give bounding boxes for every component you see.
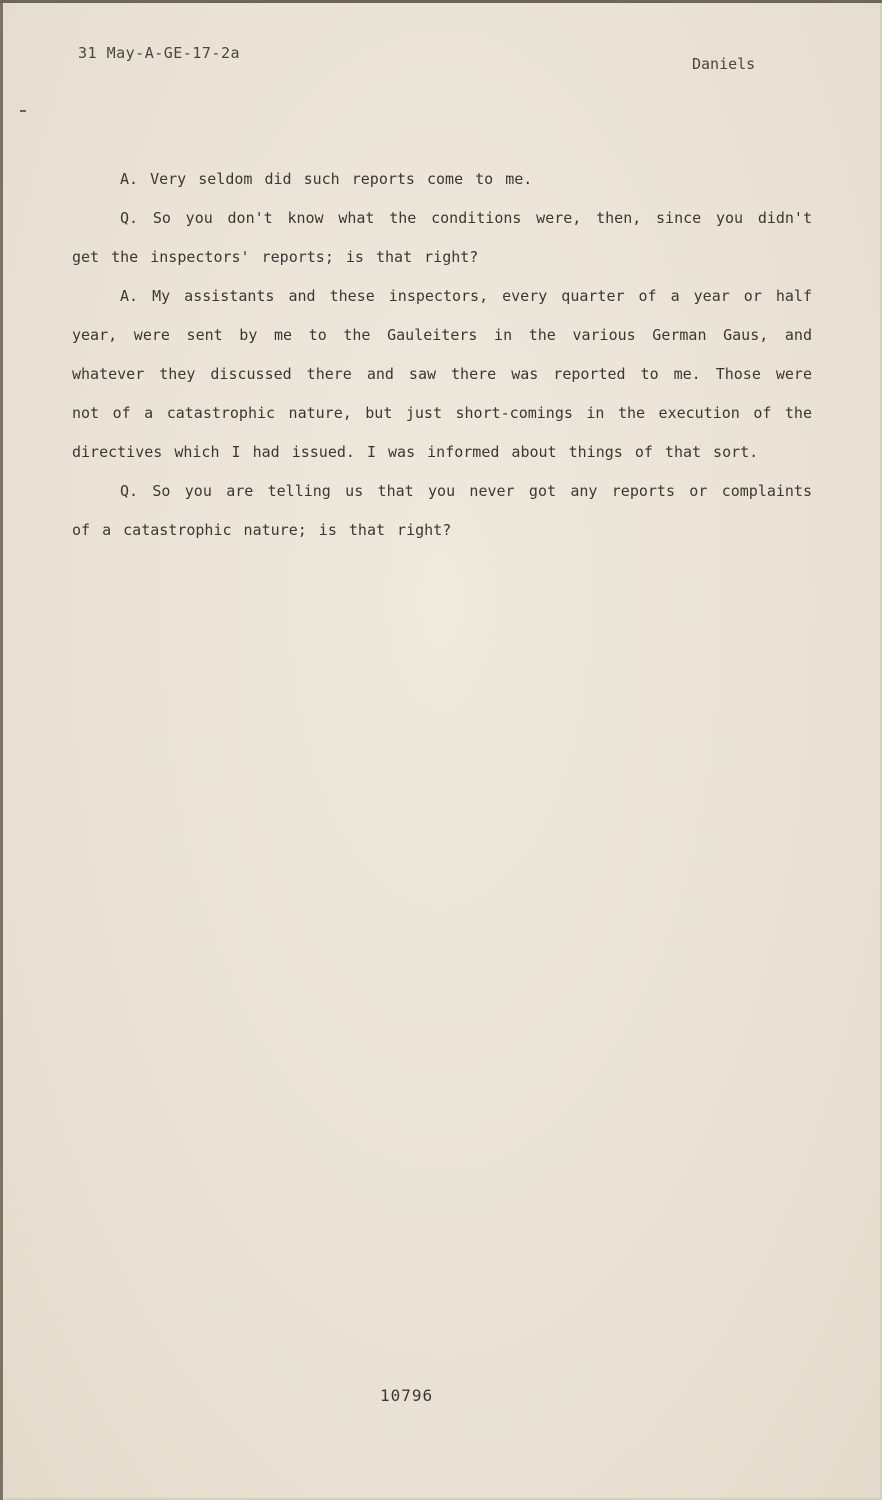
transcript-question: Q. So you don't know what the conditions were, then, since you didn't get the inspectors' reports; is that right? (72, 209, 812, 266)
transcript-reference: 31 May-A-GE-17-2a (78, 44, 241, 62)
transcript-body (72, 160, 812, 550)
page-number: 10796 (380, 1386, 434, 1405)
transcript-answer: A. Very seldom did such reports come to me. (120, 170, 533, 188)
interpreter-name: Daniels (692, 55, 756, 73)
margin-mark (20, 110, 26, 112)
transcript-answer: A. My assistants and these inspectors, every quarter of a year or half year, were sent by me to the Gauleiters in the various German Gaus, and whatever they discussed there and saw there was reported to me. Those were not of a catastrophic nature, but just short-comings in the execution of the directives which I had issued. I was informed about things of that sort. (72, 287, 812, 461)
transcript-question: Q. So you are telling us that you never got any reports or complaints of a catastrophic nature; is that right? (72, 482, 812, 539)
